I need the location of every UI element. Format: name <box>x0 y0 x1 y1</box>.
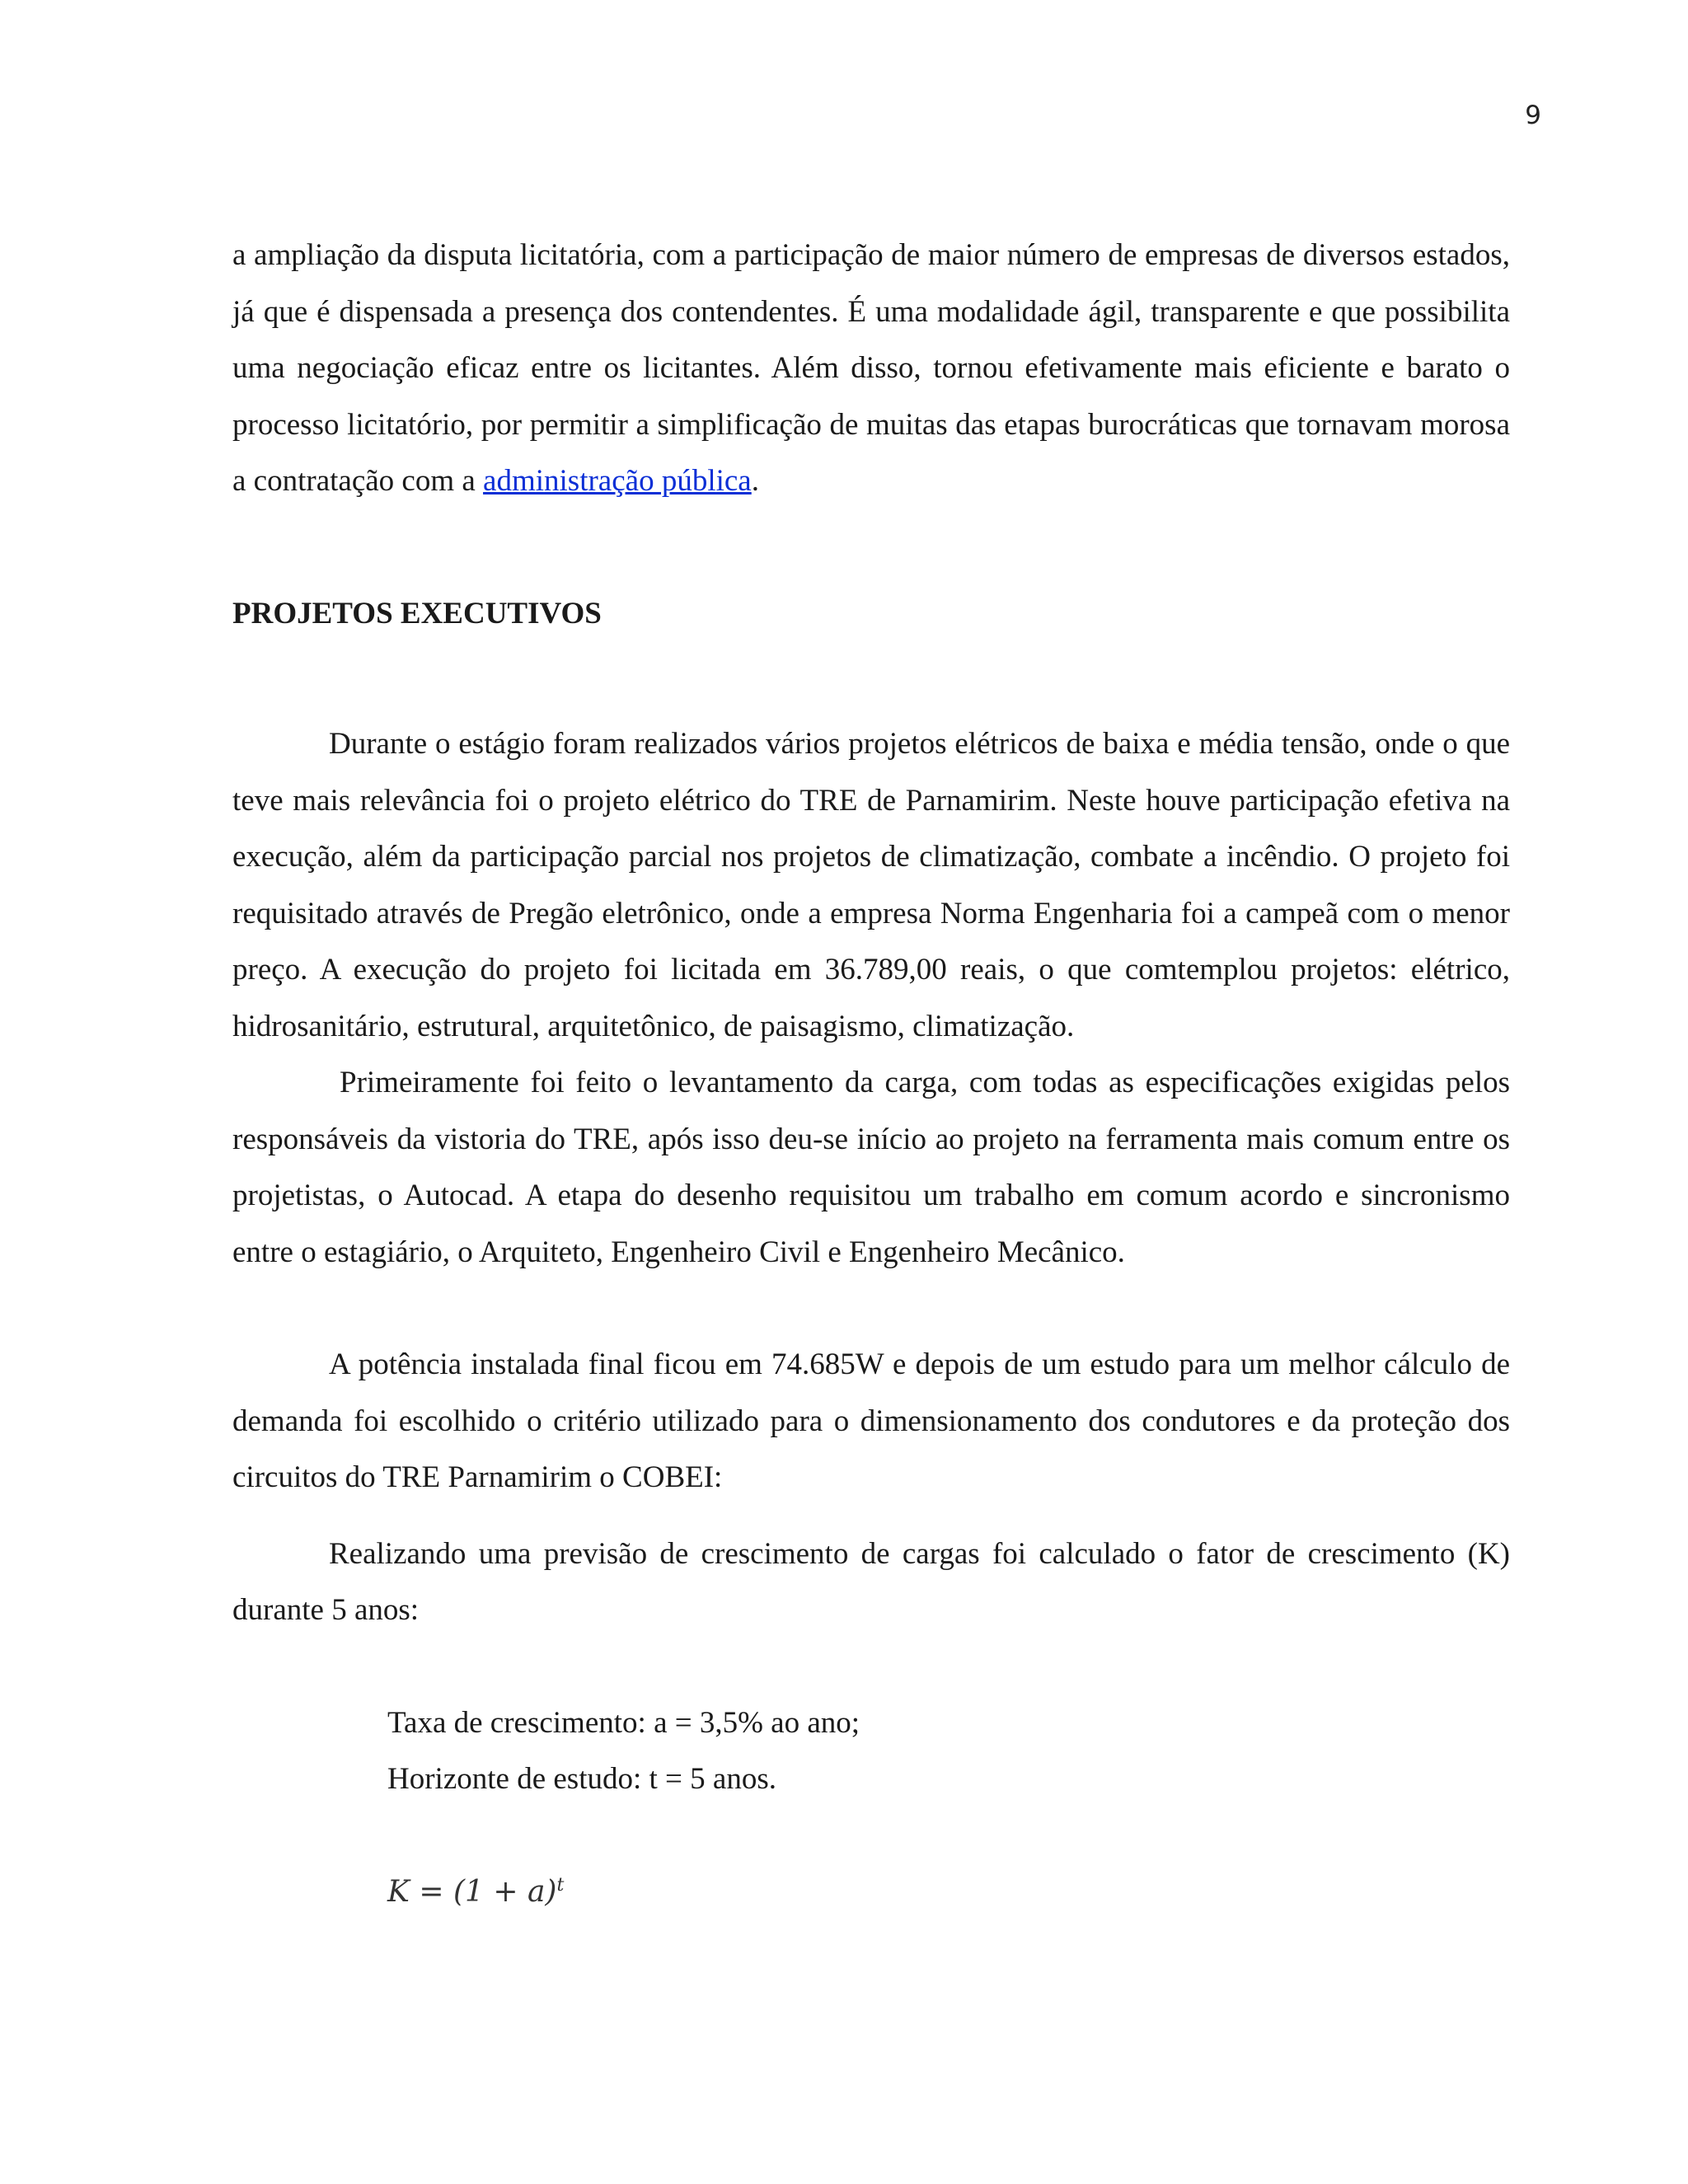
formula-exponent: t <box>556 1874 565 1896</box>
page-number: 9 <box>1525 101 1541 130</box>
link-administracao-publica[interactable]: administração pública <box>483 464 752 498</box>
paragraph-growth-forecast: Realizando uma previsão de crescimento de cargas foi calculado o fator de crescimento (K) durante 5 anos: <box>232 1536 1510 1627</box>
parameter-list <box>232 1695 1510 1808</box>
formula-base: K = (1 + a) <box>387 1874 557 1909</box>
parameter-study-horizon: Horizonte de estudo: t = 5 anos. <box>387 1762 776 1796</box>
paragraph-intro-text: a ampliação da disputa licitatória, com a participação de maior número de empresas de diversos estados, já que é dispensada a presença dos contendentes. É uma modalidade ágil, transparente e que possibilita uma negociação eficaz entre os licitantes. Além disso, tornou efetivamente mais eficiente e barato o processo licitatório, por permitir a simplificação de muitas das etapas burocráticas que tornavam morosa a contratação com a <box>232 238 1510 498</box>
paragraph-intro <box>232 227 1510 510</box>
section-heading: PROJETOS EXECUTIVOS <box>232 596 602 630</box>
paragraph-load-survey: Primeiramente foi feito o levantamento da carga, com todas as especificações exigidas pelos responsáveis da vistoria do TRE, após isso deu-se início ao projeto na ferramenta mais comum entre os projetistas, o Autocad. A etapa do desenho requisitou um trabalho em comum acordo e sincronismo entre o estagiário, o Arquiteto, Engenheiro Civil e Engenheiro Mecânico. <box>232 1066 1510 1269</box>
parameter-growth-rate: Taxa de crescimento: a = 3,5% ao ano; <box>387 1705 860 1740</box>
paragraph-intro-end: . <box>751 464 759 498</box>
paragraph-projects: Durante o estágio foram realizados vários projetos elétricos de baixa e média tensão, onde o que teve mais relevância foi o projeto elétrico do TRE de Parnamirim. Neste houve participação efetiva na execução, além da participação parcial nos projetos de climatização, combate a incêndio. O projeto foi requisitado através de Pregão eletrônico, onde a empresa Norma Engenharia foi a campeã com o menor preço. A execução do projeto foi licitada em 36.789,00 reais, o que comtemplou projetos: elétrico, hidrosanitário, estrutural, arquitetônico, de paisagismo, climatização. <box>232 727 1510 1043</box>
paragraph-installed-power: A potência instalada final ficou em 74.685W e depois de um estudo para um melhor cálculo de demanda foi escolhido o critério utilizado para o dimensionamento dos condutores e da proteção dos circuitos do TRE Parnamirim o COBEI: <box>232 1347 1510 1494</box>
growth-factor-formula <box>232 1858 1510 1921</box>
page-content <box>232 227 1510 1920</box>
